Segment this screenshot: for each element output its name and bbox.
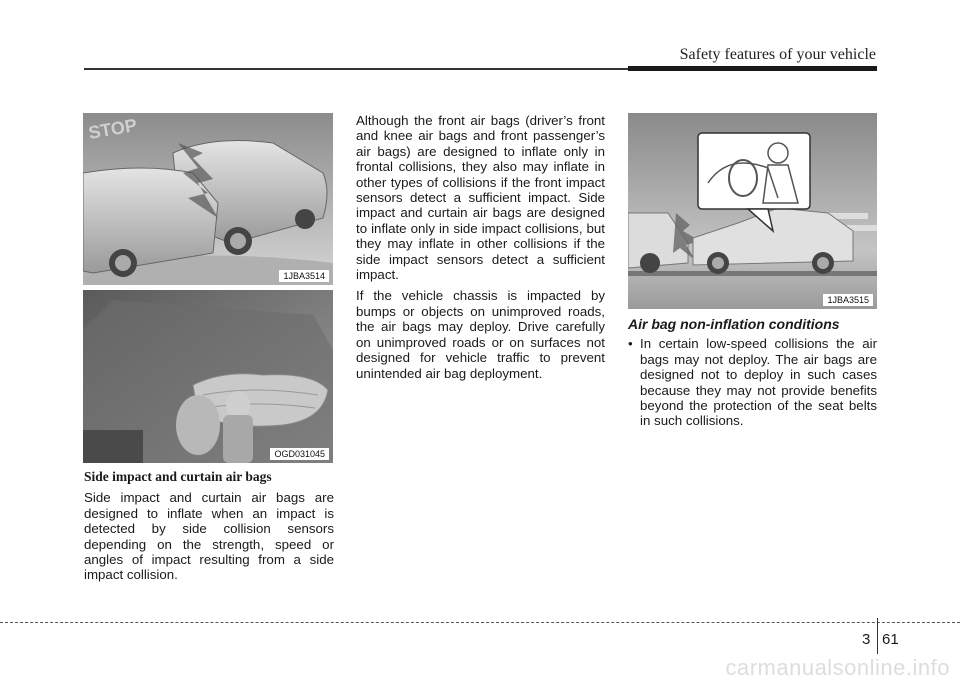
- footer-divider: [877, 618, 878, 654]
- chapter-number: 3: [862, 631, 871, 648]
- bullet-text: In certain low-speed collisions the air bags may not deploy. The air bags are designed not to deploy in such cases because they may not provide benefits beyond the protection of the seat belts in such collisions.: [640, 336, 877, 429]
- section-heading: Side impact and curtain air bags: [84, 469, 272, 484]
- curtain-airbag-illustration: [83, 290, 333, 463]
- road-stop-marking: STOP: [86, 114, 139, 144]
- body-paragraph: If the vehicle chassis is impacted by bumps or objects on unimproved roads, the air bags may deploy. Drive carefully on unimproved roads or on surfaces not designed for vehicle traffic to prevent unintended air bag deployment.: [356, 288, 605, 381]
- side-impact-crash-figure: [83, 113, 333, 285]
- low-speed-collision-illustration: [628, 113, 877, 309]
- header-rule-accent: [628, 66, 877, 71]
- side-impact-crash-illustration: [83, 113, 333, 285]
- low-speed-collision-figure: [628, 113, 877, 309]
- page-number: 61: [882, 631, 899, 648]
- figure-code: 1JBA3514: [279, 270, 329, 282]
- page-header-title: Safety features of your vehicle: [679, 46, 876, 63]
- right-text-column: [628, 317, 877, 429]
- watermark: carmanualsonline.info: [725, 655, 950, 680]
- left-text-column: [84, 469, 334, 589]
- curtain-airbag-figure: [83, 290, 333, 463]
- figure-code: OGD031045: [270, 448, 329, 460]
- body-paragraph: Side impact and curtain air bags are designed to inflate when an impact is detected by side collision sensors depending on the strength, speed or angles of impact resulting from a side impact collision.: [84, 490, 334, 583]
- figure-code: 1JBA3515: [823, 294, 873, 306]
- body-paragraph: Although the front air bags (driver’s front and knee air bags and front passenger’s air bags) are designed to inflate only in frontal collisions, they also may inflate in other types of collisions if the front impact sensors detect a sufficient impact. Side impact and curtain air bags are designed to inflate only in side impact collisions, but they may inflate in other collisions if the side impact sensors detect a sufficient impact.: [356, 113, 605, 283]
- bullet-icon: •: [628, 336, 633, 352]
- section-heading: Air bag non-inflation conditions: [628, 316, 840, 332]
- footer-rule: [0, 622, 960, 623]
- list-item: [628, 336, 877, 428]
- middle-text-column: [356, 113, 605, 387]
